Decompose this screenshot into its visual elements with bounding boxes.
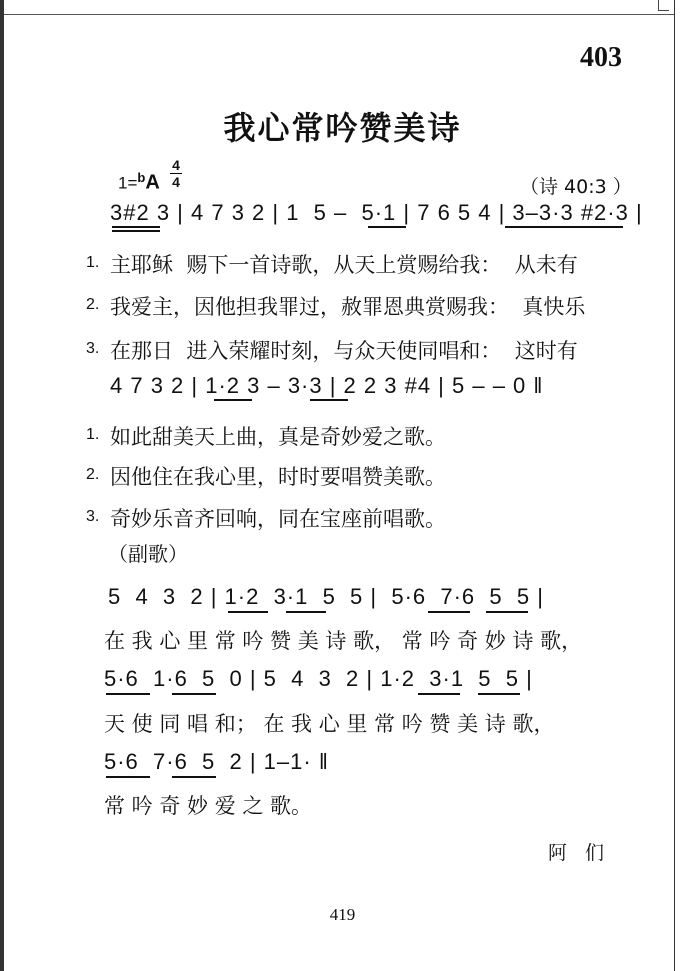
eighth-underline bbox=[310, 399, 348, 401]
eighth-underline bbox=[478, 693, 520, 695]
eighth-underline bbox=[418, 693, 460, 695]
key-prefix: 1= bbox=[118, 173, 138, 193]
eighth-underline bbox=[368, 226, 406, 228]
eighth-underline bbox=[214, 399, 252, 401]
verse-notes-line-2: 4 7 3 2 | 1·2 3 – 3·3 | 2 2 3 #4 | 5 – – 0 ‖ bbox=[110, 373, 544, 398]
time-bottom: 4 bbox=[172, 174, 180, 190]
verse-number: 2. bbox=[86, 466, 100, 483]
chorus-lyrics-line-2: 天 使 同 唱 和； 在 我 心 里 常 吟 赞 美 诗 歌， bbox=[104, 712, 555, 736]
eighth-underline bbox=[228, 611, 268, 613]
page-frame-top bbox=[0, 0, 685, 15]
eighth-underline bbox=[486, 611, 528, 613]
hymn-title: 我心常吟赞美诗 bbox=[223, 109, 462, 147]
verse-number: 3. bbox=[86, 508, 100, 525]
verse-notes-line-1: 3#2 3 | 4 7 3 2 | 1 5 – 5·1 | 7 6 5 4 | 3–3·3 #2·3 | bbox=[110, 200, 643, 225]
verse-lyrics-3b: 奇妙乐音齐回响，同在宝座前唱歌。 bbox=[110, 507, 446, 531]
verse-number: 1. bbox=[86, 426, 100, 443]
chorus-notes-line-3: 5·6 7·6 5 2 | 1–1· ‖ bbox=[104, 749, 329, 774]
verse-lyrics-3: 在那日 进入荣耀时刻，与众天使同唱和： 这时有 bbox=[110, 339, 578, 363]
scripture-reference: （诗 40:3 ） bbox=[520, 176, 632, 198]
verse-lyrics-1b: 如此甜美天上曲，真是奇妙爱之歌。 bbox=[110, 425, 446, 449]
key-note: A bbox=[145, 171, 160, 194]
key-signature bbox=[118, 170, 160, 195]
verse-number: 1. bbox=[86, 254, 100, 271]
page-number: 419 bbox=[329, 905, 356, 924]
eighth-underline bbox=[112, 226, 160, 228]
eighth-underline bbox=[172, 693, 216, 695]
chorus-notes-line-1: 5 4 3 2 | 1·2 3·1 5 5 | 5·6 7·6 5 5 | bbox=[108, 584, 544, 609]
sixteenth-underline bbox=[112, 230, 160, 232]
eighth-underline bbox=[106, 693, 150, 695]
verse-lyrics-2: 我爱主，因他担我罪过，赦罪恩典赏赐我： 真快乐 bbox=[110, 295, 586, 319]
chorus-lyrics-line-3: 常 吟 奇 妙 爱 之 歌。 bbox=[104, 794, 313, 818]
amen: 阿们 bbox=[548, 842, 623, 864]
eighth-underline bbox=[106, 776, 150, 778]
hymn-number: 403 bbox=[580, 42, 622, 73]
verse-number: 3. bbox=[86, 340, 100, 357]
chorus-label: （副歌） bbox=[108, 542, 188, 566]
chorus-lyrics-line-1: 在 我 心 里 常 吟 赞 美 诗 歌， 常 吟 奇 妙 诗 歌， bbox=[104, 629, 583, 653]
eighth-underline bbox=[428, 611, 470, 613]
chorus-notes-line-2: 5·6 1·6 5 0 | 5 4 3 2 | 1·2 3·1 5 5 | bbox=[104, 666, 533, 691]
eighth-underline bbox=[505, 226, 623, 228]
verse-lyrics-1: 主耶稣 赐下一首诗歌，从天上赏赐给我： 从未有 bbox=[110, 253, 578, 277]
time-signature bbox=[170, 158, 182, 189]
verse-lyrics-2b: 因他住在我心里，时时要唱赞美歌。 bbox=[110, 465, 446, 489]
eighth-underline bbox=[286, 611, 326, 613]
time-top: 4 bbox=[172, 157, 180, 173]
key-flat: b bbox=[137, 170, 146, 185]
verse-number: 2. bbox=[86, 296, 100, 313]
eighth-underline bbox=[172, 776, 216, 778]
crop-mark bbox=[658, 0, 669, 11]
